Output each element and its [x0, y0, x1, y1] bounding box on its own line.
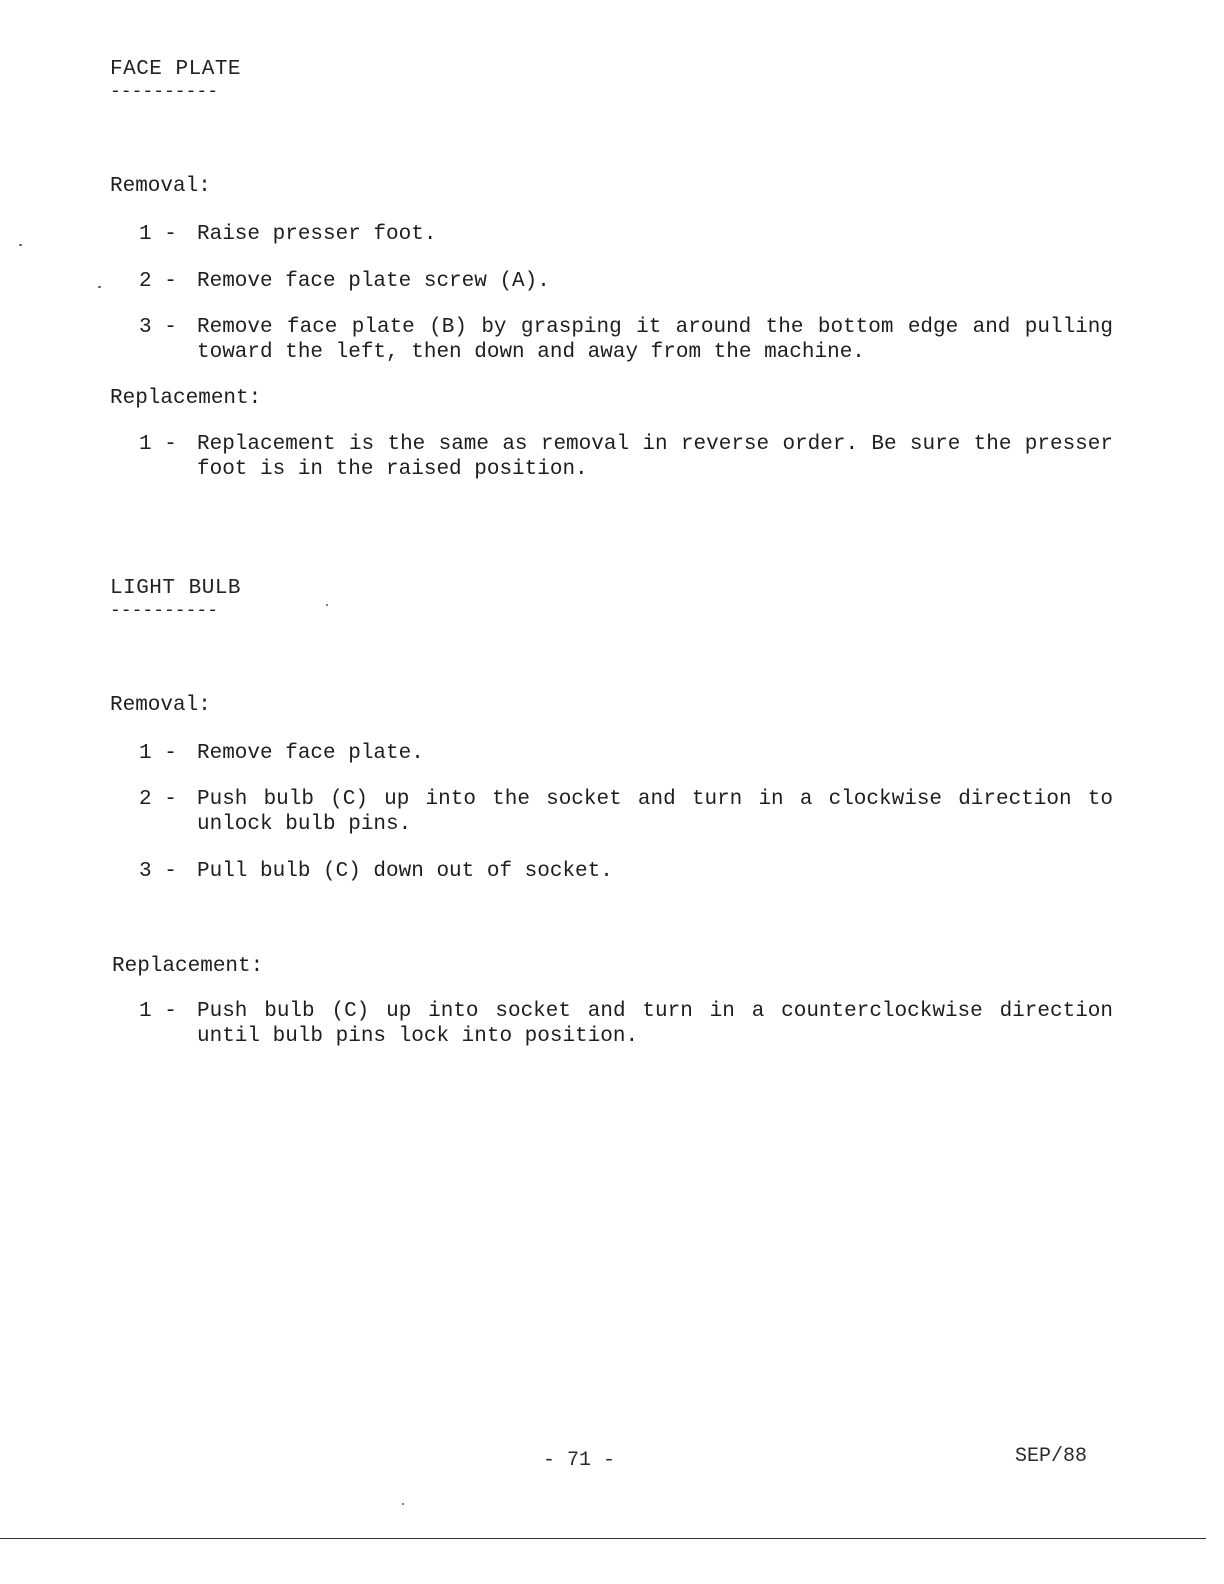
step-text: Remove face plate.	[197, 742, 424, 765]
section-heading-underline: ----------	[110, 601, 219, 621]
step-text: Remove face plate (B) by grasping it around the bottom edge and pulling toward the left, then down and away from the machine.	[197, 316, 1113, 364]
step-number: 1 -	[139, 742, 177, 765]
removal-label: Removal:	[110, 694, 211, 717]
step-number: 2 -	[139, 270, 177, 293]
step-text: Replacement is the same as removal in reverse order. Be sure the presser foot is in the raised position.	[197, 433, 1113, 481]
section-heading-face-plate: FACE PLATE	[110, 58, 242, 81]
step-text: Push bulb (C) up into socket and turn in a counterclockwise direction until bulb pins lock into position.	[197, 1000, 1113, 1048]
section-heading-light-bulb: LIGHT BULB	[110, 577, 242, 600]
revision-date: SEP/88	[1015, 1445, 1088, 1468]
step-text: Pull bulb (C) down out of socket.	[197, 860, 613, 883]
replacement-label: Replacement:	[110, 387, 262, 410]
scan-speck	[98, 286, 101, 288]
step-number: 1 -	[139, 1000, 177, 1023]
step-text: Push bulb (C) up into the socket and turn in a clockwise direction to unlock bulb pins.	[197, 788, 1113, 836]
scan-speck	[402, 1503, 404, 1505]
step-number: 2 -	[139, 788, 177, 811]
removal-label: Removal:	[110, 175, 211, 198]
step-number: 3 -	[139, 860, 177, 883]
bottom-rule	[0, 1538, 1206, 1539]
step-number: 1 -	[139, 433, 177, 456]
step-number: 1 -	[139, 223, 177, 246]
section-heading-underline: ----------	[110, 82, 219, 102]
replacement-label: Replacement:	[112, 955, 264, 978]
step-text: Raise presser foot.	[197, 223, 437, 246]
scan-speck	[326, 604, 328, 606]
step-number: 3 -	[139, 316, 177, 339]
step-text: Remove face plate screw (A).	[197, 270, 550, 293]
scan-speck	[19, 244, 22, 246]
page-number: - 71 -	[543, 1449, 616, 1472]
